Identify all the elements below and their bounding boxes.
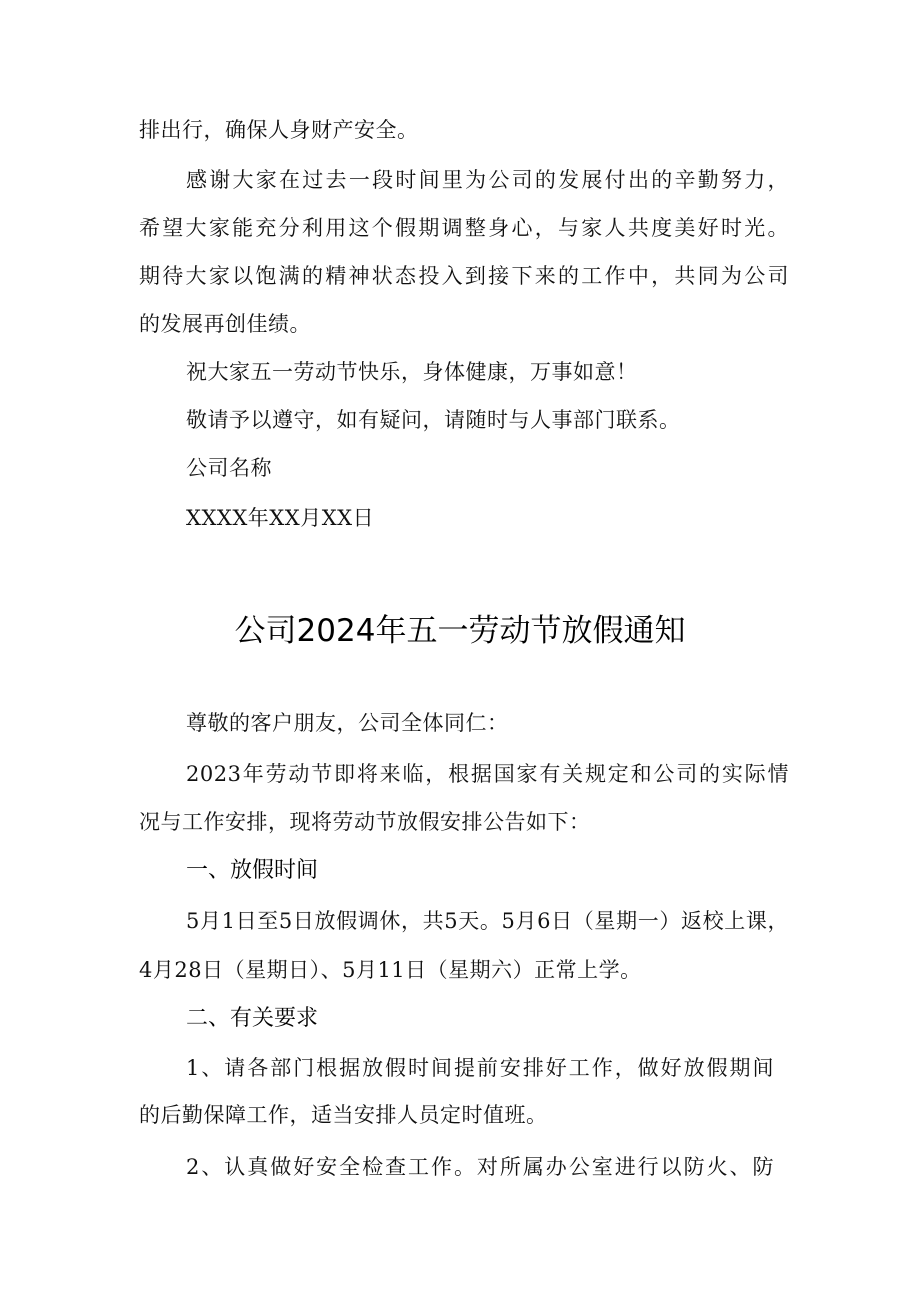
text-line: 况与工作安排，现将劳动节放假安排公告如下： <box>139 810 591 834</box>
section-heading: 一、放假时间 <box>186 858 319 883</box>
text-line: 的发展再创佳绩。 <box>139 312 311 336</box>
signature-date: XXXX年XX月XX日 <box>186 506 375 530</box>
text-line: 2、认真做好安全检查工作。对所属办公室进行以防火、防 <box>186 1155 774 1179</box>
text-line: 排出行，确保人身财产安全。 <box>139 118 419 142</box>
text-line: 祝大家五一劳动节快乐，身体健康，万事如意！ <box>186 360 638 384</box>
text-line: 期待大家以饱满的精神状态投入到接下来的工作中，共同为公司 <box>139 264 789 288</box>
greeting: 尊敬的客户朋友，公司全体同仁： <box>186 711 509 735</box>
signature-company: 公司名称 <box>186 456 272 480</box>
text-line: 希望大家能充分利用这个假期调整身心，与家人共度美好时光。 <box>139 216 789 240</box>
text-line: 敬请予以遵守，如有疑问，请随时与人事部门联系。 <box>186 408 681 432</box>
text-line: 2023年劳动节即将来临，根据国家有关规定和公司的实际情 <box>186 762 789 786</box>
section-heading: 二、有关要求 <box>186 1006 319 1031</box>
document-title: 公司2024年五一劳动节放假通知 <box>234 613 686 649</box>
text-line: 感谢大家在过去一段时间里为公司的发展付出的辛勤努力， <box>186 168 789 192</box>
text-line: 1、请各部门根据放假时间提前安排好工作，做好放假期间 <box>186 1056 774 1080</box>
text-line: 4月28日（星期日）、5月11日（星期六）正常上学。 <box>139 958 642 982</box>
text-line: 5月1日至5日放假调休，共5天。5月6日（星期一）返校上课， <box>186 909 789 933</box>
text-line: 的后勤保障工作，适当安排人员定时值班。 <box>139 1103 548 1127</box>
